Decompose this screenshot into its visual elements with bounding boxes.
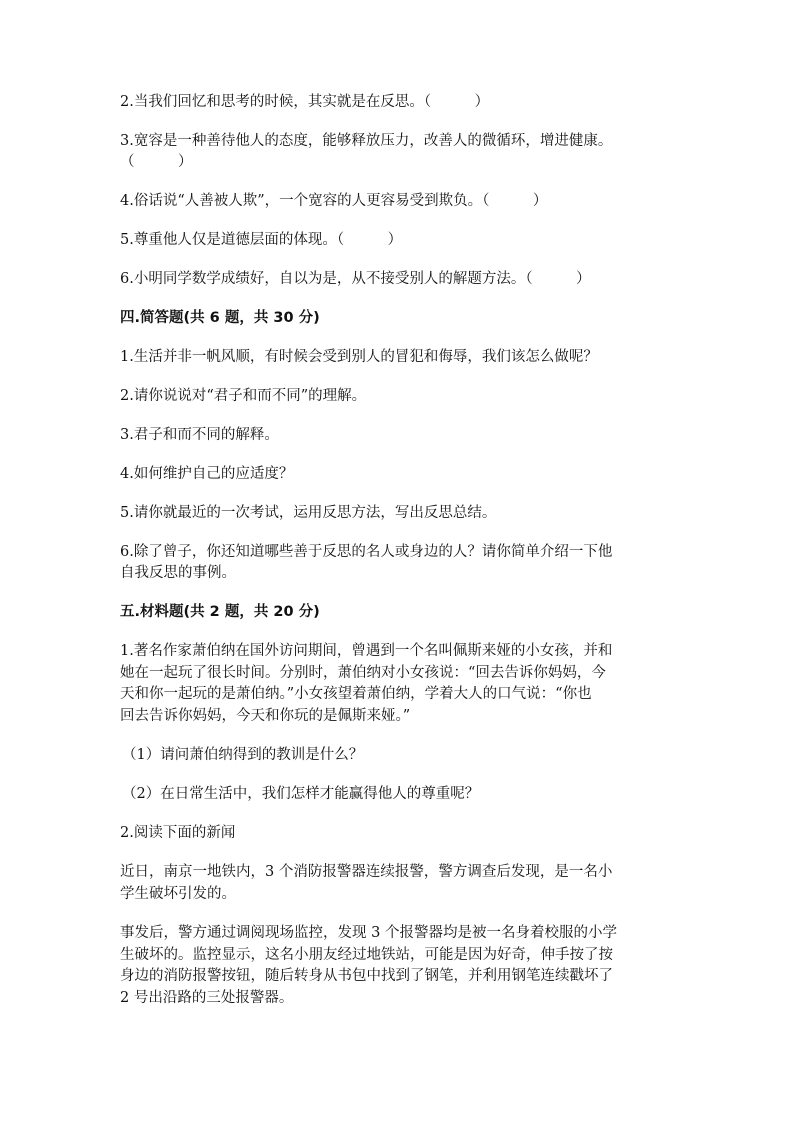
material-question-1-sub2: （2）在日常生活中，我们怎样才能赢得他人的尊重呢？ bbox=[122, 786, 480, 802]
short-answer-item-6-line2: 自我反思的事例。 bbox=[120, 565, 236, 581]
news-paragraph-1-line1: 近日，南京一地铁内，3 个消防报警器连续报警，警方调查后发现，是一名小 bbox=[120, 864, 613, 880]
judgment-item-3 bbox=[120, 131, 680, 173]
short-answer-item-6 bbox=[120, 542, 680, 584]
material-question-1-line1: 1.著名作家萧伯纳在国外访问期间，曾遇到一个名叫佩斯来娅的小女孩，并和 bbox=[120, 643, 613, 659]
short-answer-item-5: 5.请你就最近的一次考试，运用反思方法，写出反思总结。 bbox=[120, 505, 497, 521]
news-paragraph-2-line4: 2 号出沿路的三处报警器。 bbox=[120, 989, 294, 1006]
short-answer-item-1: 1.生活并非一帆风顺，有时候会受到别人的冒犯和侮辱，我们该怎么做呢？ bbox=[120, 349, 598, 365]
news-paragraph-2-line3: 身边的消防报警按钮，随后转身从书包中找到了钢笔，并利用钢笔连续戳坏了 bbox=[120, 968, 613, 984]
material-question-1 bbox=[120, 641, 680, 727]
news-paragraph-1 bbox=[120, 862, 680, 905]
news-paragraph-2-line1: 事发后，警方通过调阅现场监控，发现 3 个报警器均是被一名身着校服的小学 bbox=[120, 925, 617, 941]
judgment-item-5: 5.尊重他人仅是道德层面的体现。（ ） bbox=[120, 232, 403, 248]
judgment-item-6: 6.小明同学数学成绩好，自以为是，从不接受别人的解题方法。（ ） bbox=[120, 271, 591, 287]
news-paragraph-2 bbox=[120, 923, 680, 1009]
judgment-item-4: 4.俗话说“人善被人欺”，一个宽容的人更容易受到欺负。（ ） bbox=[120, 193, 548, 209]
judgment-item-3-line2: （ ） bbox=[120, 154, 193, 170]
material-question-1-sub1: （1）请问萧伯纳得到的教训是什么？ bbox=[122, 747, 364, 763]
short-answer-item-6-line1: 6.除了曾子，你还知道哪些善于反思的名人或身边的人？请你简单介绍一下他 bbox=[120, 544, 613, 560]
material-question-2-title: 2.阅读下面的新闻 bbox=[120, 825, 236, 841]
judgment-item-3-line1: 3.宽容是一种善待他人的态度，能够释放压力，改善人的微循环，增进健康。 bbox=[120, 133, 613, 149]
short-answer-item-2: 2.请你说说对“君子和而不同”的理解。 bbox=[120, 388, 367, 404]
short-answer-item-4: 4.如何维护自己的应适度？ bbox=[120, 466, 294, 482]
section-heading-material: 五.材料题(共 2 题，共 20 分) bbox=[120, 604, 320, 620]
judgment-item-2: 2.当我们回忆和思考的时候，其实就是在反思。（ ） bbox=[120, 94, 490, 110]
section-heading-short-answer: 四.简答题(共 6 题，共 30 分) bbox=[120, 310, 320, 326]
news-paragraph-2-line2: 生破坏的。监控显示，这名小朋友经过地铁站，可能是因为好奇，伸手按了按 bbox=[120, 946, 613, 963]
material-question-1-line3: 天和你一起玩的是萧伯纳。”小女孩望着萧伯纳，学着大人的口气说：“你也 bbox=[120, 686, 592, 702]
material-question-1-line2: 她在一起玩了很长时间。分别时，萧伯纳对小女孩说：“回去告诉你妈妈，今 bbox=[120, 664, 606, 681]
material-question-1-line4: 回去告诉你妈妈，今天和你玩的是佩斯来娅。” bbox=[120, 707, 411, 724]
document-page bbox=[120, 92, 680, 1027]
short-answer-item-3: 3.君子和而不同的解释。 bbox=[120, 427, 279, 443]
news-paragraph-1-line2: 学生破坏引发的。 bbox=[120, 885, 236, 902]
